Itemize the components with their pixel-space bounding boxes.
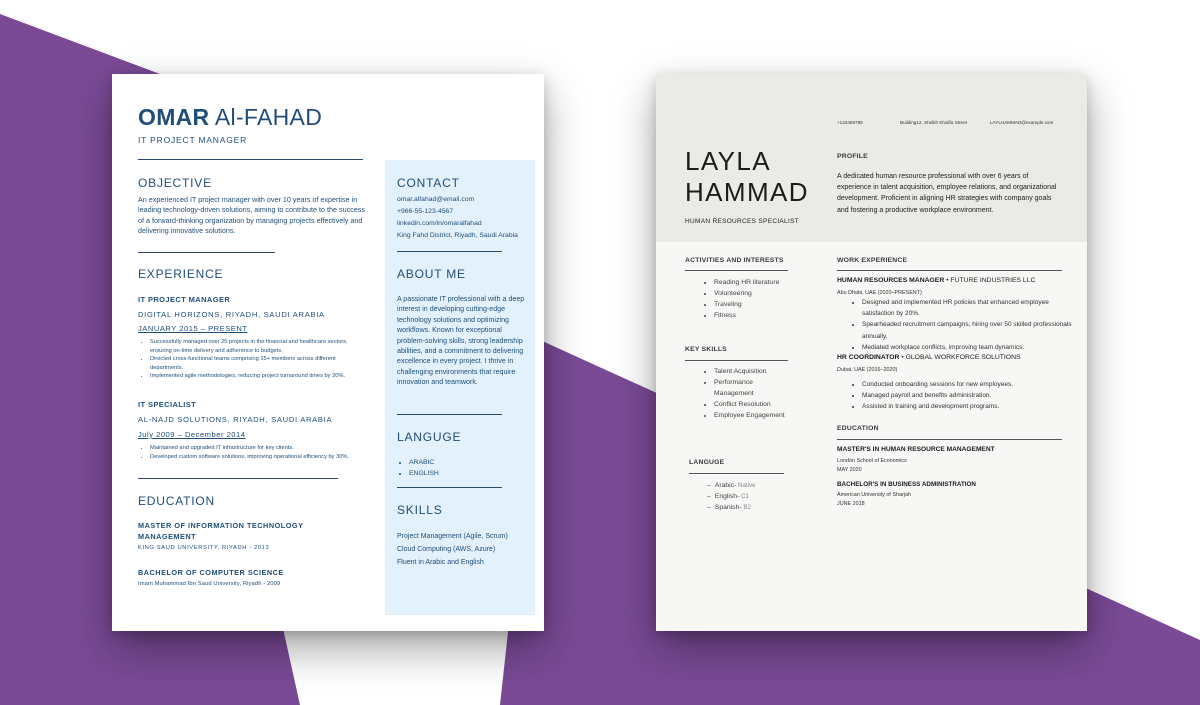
- divider: [138, 478, 338, 479]
- education-date: JUNE 2018: [837, 501, 865, 507]
- job-company: • GLOBAL WORKFORCE SOLUTIONS: [899, 354, 1021, 361]
- language-list: [397, 457, 529, 479]
- divider: [689, 473, 784, 474]
- skill-item: Project Management (Agile, Scrum): [397, 533, 508, 540]
- about-text: A passionate IT professional with a deep interest in developing cutting-edge technology solutions and optimizing workflows. Known for exceptional problem-solving skills, strong leadership abilities, and a commitment to delivering excellence in every project. I thrive in challenging environments that require innovation and teamwork.: [397, 295, 525, 387]
- education-school: London School of Economics: [837, 458, 907, 464]
- language-name: Spanish-: [714, 504, 742, 511]
- section-heading-work: WORK EXPERIENCE: [837, 257, 908, 264]
- resume-name: [138, 104, 322, 131]
- list-item: • Successfully managed over 25 projects in the financial and healthcare sectors, ensuring on-time delivery and adherence to budgets.: [150, 338, 366, 355]
- job-title-line: [837, 354, 1021, 361]
- education-degree: BACHELOR'S IN BUSINESS ADMINISTRATION: [837, 481, 976, 488]
- resume-name: [685, 146, 809, 208]
- section-heading-key-skills: KEY SKILLS: [685, 346, 727, 353]
- list-item: • Talent Acquisition: [714, 366, 794, 377]
- language-level: C1: [739, 493, 749, 500]
- last-name: Al-FAHAD: [214, 104, 323, 130]
- language-level: Native: [736, 482, 756, 489]
- list-item: • ENGLISH: [409, 468, 529, 479]
- education-degree: MASTER OF INFORMATION TECHNOLOGY MANAGEMENT: [138, 521, 304, 541]
- resume-layla: [656, 74, 1087, 631]
- list-item: • Assisted in training and development programs.: [862, 401, 1082, 412]
- objective-text: An experienced IT project manager with over 10 years of expertise in leading technology-driven solutions, aiming to contribute to the success of a forward-thinking organization by managing projects effectively and delivering innovative solutions.: [138, 195, 365, 236]
- job-company: • FUTURE INDUSTRIES LLC: [944, 277, 1036, 284]
- last-name: HAMMAD: [685, 177, 809, 207]
- list-item: • Traveling: [714, 299, 794, 310]
- section-heading-profile: PROFILE: [837, 153, 868, 160]
- list-item: • Mediated workplace conflicts, improving team dynamics.: [862, 342, 1082, 353]
- section-heading-contact: CONTACT: [397, 176, 460, 190]
- resume-omar: [112, 74, 544, 631]
- contact-address: King Fahd District, Riyadh, Saudi Arabia: [397, 232, 518, 239]
- section-heading-activities: ACTIVITIES AND INTERESTS: [685, 257, 784, 264]
- language-level: B2: [741, 504, 751, 511]
- contact-linkedin: linkedin.com/in/omaralfahad: [397, 220, 482, 227]
- education-degree: BACHELOR OF COMPUTER SCIENCE: [138, 568, 284, 577]
- skill-item: Fluent in Arabic and English: [397, 559, 484, 566]
- education-degree: MASTER'S IN HUMAN RESOURCE MANAGEMENT: [837, 446, 995, 453]
- profile-text: A dedicated human resource professional with over 6 years of experience in talent acquisition, employee relations, and organizational development. Proficient in aligning HR strategies with company goals and fostering a productive workplace environment.: [837, 173, 1057, 214]
- job-bullets: [850, 297, 1082, 353]
- list-item: • Conflict Resolution: [714, 399, 794, 410]
- section-heading-objective: OBJECTIVE: [138, 176, 212, 190]
- list-item: • Directed cross-functional teams comprising 15+ members across different departments.: [150, 355, 366, 372]
- divider: [837, 439, 1062, 440]
- contact-list: [397, 194, 518, 242]
- section-heading-experience: EXPERIENCE: [138, 267, 224, 281]
- divider: [138, 252, 275, 253]
- purple-top-strip: [0, 14, 130, 74]
- list-item: • Maintained and upgraded IT infrastructure for key clients.: [150, 444, 366, 453]
- list-item: [707, 491, 787, 502]
- list-item: • Spearheaded recruitment campaigns, hiring over 50 skilled professionals annually.: [862, 319, 1082, 341]
- job-company: DIGITAL HORIZONS, RIYADH, SAUDI ARABIA: [138, 310, 325, 319]
- key-skills-list: [703, 366, 794, 421]
- education-date: MAY 2020: [837, 467, 862, 473]
- job-title: IT PROJECT MANAGER: [138, 135, 248, 145]
- job-dates: JANUARY 2015 – PRESENT: [138, 324, 248, 333]
- section-heading-language: LANGUGE: [397, 430, 462, 444]
- job-bullets: [138, 444, 366, 461]
- job-bullets: [850, 379, 1082, 413]
- list-item: • ARABIC: [409, 457, 529, 468]
- activities-list: [703, 277, 794, 321]
- job-title-line: [837, 277, 1035, 284]
- section-heading-skills: SKILLS: [397, 503, 443, 517]
- divider: [397, 251, 502, 252]
- list-item: • Reading HR literature: [714, 277, 794, 288]
- list-item: • Volunteering: [714, 288, 794, 299]
- contact-phone: +123456789: [837, 120, 863, 125]
- divider: [138, 159, 363, 160]
- section-heading-language: LANGUGE: [689, 459, 725, 466]
- contact-address: Building12, Sheikh Khalifa Street: [900, 120, 967, 125]
- list-item: • Implemented agile methodologies, reducing project turnaround times by 20%.: [150, 372, 366, 381]
- language-list: [707, 480, 787, 513]
- list-item: • Managed payroll and benefits administration.: [862, 390, 1082, 401]
- job-role: HR COORDINATOR: [837, 354, 900, 361]
- job-company: AL-NAJD SOLUTIONS, RIYADH, SAUDI ARABIA: [138, 415, 333, 424]
- job-role: HUMAN RESOURCES MANAGER: [837, 277, 945, 284]
- contact-email: LAYLHAMMAD@example.com: [990, 120, 1054, 125]
- list-item: • Fitness: [714, 310, 794, 321]
- education-school: Imam Muhammad Ibn Saud University, Riyadh - 2009: [138, 581, 281, 587]
- list-item: • Conducted onboarding sessions for new employees.: [862, 379, 1082, 390]
- contact-phone: +966-55-123-4567: [397, 208, 454, 215]
- list-item: • Performance Management: [714, 377, 794, 399]
- list-item: • Designed and implemented HR policies that enhanced employee satisfaction by 20%.: [862, 297, 1082, 319]
- job-meta: Dubai, UAE (2016–2020): [837, 367, 898, 373]
- skill-item: Cloud Computing (AWS, Azure): [397, 546, 496, 553]
- divider: [685, 360, 788, 361]
- job-role: IT SPECIALIST: [138, 400, 197, 409]
- education-school: KING SAUD UNIVERSITY, RIYADH - 2013: [138, 545, 270, 551]
- divider: [397, 487, 502, 488]
- section-heading-education: EDUCATION: [837, 425, 879, 432]
- job-role: IT PROJECT MANAGER: [138, 295, 231, 304]
- skills-list: [397, 530, 508, 569]
- job-bullets: [138, 338, 366, 381]
- contact-email: omar.alfahad@email.com: [397, 196, 475, 203]
- section-heading-about: ABOUT ME: [397, 267, 466, 281]
- language-name: Arabic-: [714, 482, 737, 489]
- list-item: • Developed custom software solutions, improving operational efficiency by 30%.: [150, 453, 366, 462]
- list-item: [707, 502, 787, 513]
- job-meta: Abu Dhabi, UAE (2020–PRESENT): [837, 290, 922, 296]
- language-name: English-: [714, 493, 740, 500]
- list-item: • Employee Engagement: [714, 410, 794, 421]
- first-name: LAYLA: [685, 146, 772, 176]
- education-school: American University of Sharjah: [837, 492, 912, 498]
- divider: [685, 270, 788, 271]
- first-name: OMAR: [138, 104, 210, 130]
- resume-sidebar: [385, 160, 535, 615]
- job-dates: July 2009 – December 2014: [138, 430, 246, 439]
- section-heading-education: EDUCATION: [138, 494, 215, 508]
- divider: [837, 270, 1062, 271]
- divider: [397, 414, 502, 415]
- list-item: [707, 480, 787, 491]
- job-title: HUMAN RESOURCES SPECIALIST: [685, 218, 799, 225]
